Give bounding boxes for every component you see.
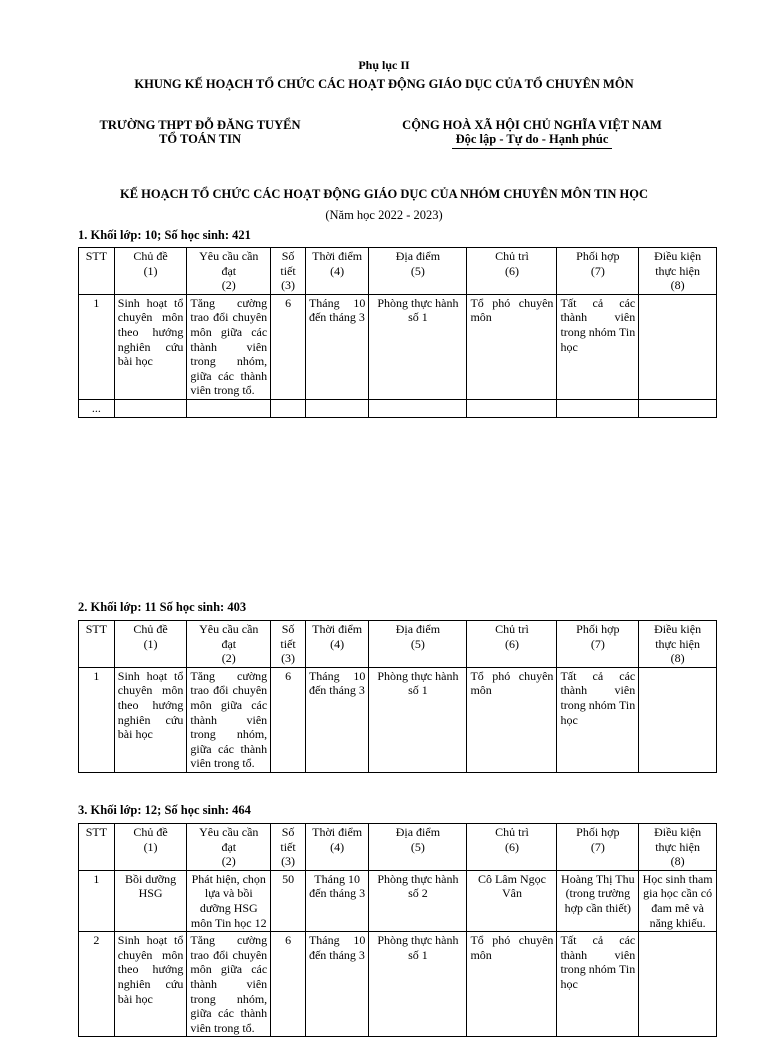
column-header-line: Thời điểm — [312, 249, 363, 263]
column-header-line: Địa điểm — [395, 825, 441, 839]
cell-requirement: Phát hiện, chọn lựa và bồi dưỡng HSG môn Tin học 12 — [187, 870, 271, 931]
cell-stt: 2 — [79, 932, 115, 1037]
table-row — [79, 870, 717, 931]
column-header-line: Phối hợp — [576, 249, 620, 263]
school-name: TRƯỜNG THPT ĐỖ ĐĂNG TUYỂN — [99, 118, 301, 132]
column-header-line: Chủ trì — [495, 249, 529, 263]
plan-table — [78, 247, 717, 418]
cell-requirement — [187, 399, 271, 417]
national-motto: Độc lập - Tự do - Hạnh phúc — [452, 132, 613, 149]
cell-requirement: Tăng cường trao đổi chuyên môn giữa các thành viên trong nhóm, giữa các thành viên trong tổ. — [187, 932, 271, 1037]
cell-stt: 1 — [79, 870, 115, 931]
cell-location — [369, 399, 467, 417]
column-header-line: Số — [281, 249, 295, 263]
column-header-time — [305, 621, 368, 668]
cell-location: Phòng thực hành số 2 — [369, 870, 467, 931]
column-header-line: Chủ đề — [133, 622, 168, 636]
column-header-time — [305, 824, 368, 871]
column-header-periods — [271, 824, 306, 871]
column-header-line: Phối hợp — [576, 622, 620, 636]
column-header-line: (2) — [221, 278, 236, 293]
column-header-line: (8) — [670, 278, 685, 293]
cell-topic: Bồi dưỡng HSG — [114, 870, 187, 931]
column-header-topic — [114, 621, 187, 668]
column-header-line: Phối hợp — [576, 825, 620, 839]
column-header-line: (6) — [504, 839, 519, 854]
column-header-line: thực hiện — [655, 263, 701, 278]
cell-time: Tháng 10 đến tháng 3 — [305, 294, 368, 399]
framework-title: KHUNG KẾ HOẠCH TỔ CHỨC CÁC HOẠT ĐỘNG GIÁO DỤC CỦA TỔ CHUYÊN MÔN — [134, 77, 634, 91]
table-header-row — [79, 621, 717, 668]
table-header-row — [79, 248, 717, 295]
column-header-line: Điều kiện — [654, 825, 702, 839]
section-heading: 2. Khối lớp: 11 Số học sinh: 403 — [78, 600, 247, 614]
cell-periods: 6 — [271, 932, 306, 1037]
cell-location: Phòng thực hành số 1 — [369, 932, 467, 1037]
column-header-line: (1) — [143, 263, 158, 278]
column-header-line: Điều kiện — [654, 622, 702, 636]
column-header-line: đạt — [221, 839, 237, 854]
column-header-topic — [114, 824, 187, 871]
cell-location: Phòng thực hành số 1 — [369, 667, 467, 772]
cell-coordination: Tất cả các thành viên trong nhóm Tin học — [557, 667, 639, 772]
column-header-line: (6) — [504, 636, 519, 651]
cell-conditions — [639, 932, 717, 1037]
column-header-location — [369, 824, 467, 871]
cell-coordination: Tất cả các thành viên trong nhóm Tin học — [557, 294, 639, 399]
column-header-line: Địa điểm — [395, 622, 441, 636]
column-header-topic — [114, 248, 187, 295]
column-header-line: Chủ trì — [495, 622, 529, 636]
column-header-line: (3) — [281, 854, 296, 869]
column-header-line: (4) — [330, 263, 345, 278]
section-heading: 3. Khối lớp: 12; Số học sinh: 464 — [78, 803, 251, 817]
column-header-line: tiết — [280, 263, 296, 278]
column-header-line: Yêu cầu cần — [199, 622, 259, 636]
column-header-conditions — [639, 621, 717, 668]
column-header-line: (7) — [590, 263, 605, 278]
cell-requirement: Tăng cường trao đổi chuyên môn giữa các thành viên trong nhóm, giữa các thành viên trong tổ. — [187, 294, 271, 399]
column-header-line: Số — [281, 622, 295, 636]
column-header-requirement — [187, 248, 271, 295]
document-title: KẾ HOẠCH TỔ CHỨC CÁC HOẠT ĐỘNG GIÁO DỤC CỦA NHÓM CHUYÊN MÔN TIN HỌC — [119, 187, 649, 201]
column-header-line: Yêu cầu cần — [199, 825, 259, 839]
cell-conditions — [639, 667, 717, 772]
column-header-line: tiết — [280, 839, 296, 854]
column-header-lead — [467, 248, 557, 295]
table-row — [79, 399, 717, 417]
column-header-line: Điều kiện — [654, 249, 702, 263]
column-header-line: (6) — [504, 263, 519, 278]
column-header-line: Chủ đề — [133, 825, 168, 839]
cell-periods: 6 — [271, 667, 306, 772]
column-header-line: (2) — [221, 854, 236, 869]
column-header-line: STT — [85, 825, 108, 839]
column-header-line: Thời điểm — [312, 825, 363, 839]
column-header-line: (5) — [410, 636, 425, 651]
column-header-time — [305, 248, 368, 295]
column-header-line: thực hiện — [655, 636, 701, 651]
motto-wrap — [382, 132, 682, 147]
cell-stt: 1 — [79, 294, 115, 399]
column-header-line: (4) — [330, 839, 345, 854]
cell-topic: Sinh hoạt tổ chuyên môn theo hướng nghiên cứu bài học — [114, 294, 187, 399]
republic-name: CỘNG HOÀ XÃ HỘI CHỦ NGHĨA VIỆT NAM — [402, 118, 662, 132]
column-header-location — [369, 621, 467, 668]
plan-table — [78, 823, 717, 1037]
school-year: (Năm học 2022 - 2023) — [325, 208, 443, 222]
cell-stt: ... — [79, 399, 115, 417]
column-header-line: (8) — [670, 854, 685, 869]
table-row — [79, 294, 717, 399]
column-header-line: STT — [85, 249, 108, 263]
column-header-location — [369, 248, 467, 295]
cell-time — [305, 399, 368, 417]
cell-lead: Tổ phó chuyên môn — [467, 294, 557, 399]
cell-conditions: Học sinh tham gia học cần có đam mê và năng khiếu. — [639, 870, 717, 931]
cell-lead: Tổ phó chuyên môn — [467, 932, 557, 1037]
cell-coordination — [557, 399, 639, 417]
column-header-line: thực hiện — [655, 839, 701, 854]
column-header-coordination — [557, 621, 639, 668]
cell-topic — [114, 399, 187, 417]
column-header-requirement — [187, 824, 271, 871]
column-header-conditions — [639, 248, 717, 295]
column-header-line: (8) — [670, 651, 685, 666]
cell-conditions — [639, 399, 717, 417]
column-header-line: (7) — [590, 839, 605, 854]
cell-requirement: Tăng cường trao đổi chuyên môn giữa các thành viên trong nhóm, giữa các thành viên trong tổ. — [187, 667, 271, 772]
column-header-line: (2) — [221, 651, 236, 666]
column-header-stt — [79, 824, 115, 871]
column-header-line: STT — [85, 622, 108, 636]
column-header-coordination — [557, 248, 639, 295]
column-header-requirement — [187, 621, 271, 668]
column-header-line: tiết — [280, 636, 296, 651]
column-header-line: (3) — [281, 651, 296, 666]
table-row — [79, 667, 717, 772]
column-header-line: Số — [281, 825, 295, 839]
cell-time: Tháng 10 đến tháng 3 — [305, 932, 368, 1037]
cell-coordination: Tất cả các thành viên trong nhóm Tin học — [557, 932, 639, 1037]
column-header-line: (5) — [410, 263, 425, 278]
column-header-line: (1) — [143, 636, 158, 651]
column-header-line: (7) — [590, 636, 605, 651]
cell-lead: Tổ phó chuyên môn — [467, 667, 557, 772]
column-header-lead — [467, 824, 557, 871]
cell-topic: Sinh hoạt tổ chuyên môn theo hướng nghiên cứu bài học — [114, 667, 187, 772]
cell-periods — [271, 399, 306, 417]
column-header-line: (3) — [281, 278, 296, 293]
column-header-line: Chủ trì — [495, 825, 529, 839]
column-header-stt — [79, 621, 115, 668]
cell-conditions — [639, 294, 717, 399]
cell-time: Tháng 10 đến tháng 3 — [305, 667, 368, 772]
column-header-stt — [79, 248, 115, 295]
table-row — [79, 932, 717, 1037]
cell-periods: 50 — [271, 870, 306, 931]
cell-periods: 6 — [271, 294, 306, 399]
column-header-line: Địa điểm — [395, 249, 441, 263]
department-name: TỔ TOÁN TIN — [159, 132, 241, 146]
cell-time: Tháng 10 đến tháng 3 — [305, 870, 368, 931]
column-header-line: đạt — [221, 263, 237, 278]
column-header-line: Thời điểm — [312, 622, 363, 636]
column-header-periods — [271, 248, 306, 295]
column-header-line: (5) — [410, 839, 425, 854]
cell-stt: 1 — [79, 667, 115, 772]
column-header-line: Yêu cầu cần — [199, 249, 259, 263]
column-header-coordination — [557, 824, 639, 871]
column-header-line: đạt — [221, 636, 237, 651]
cell-topic: Sinh hoạt tổ chuyên môn theo hướng nghiên cứu bài học — [114, 932, 187, 1037]
cell-lead — [467, 399, 557, 417]
column-header-lead — [467, 621, 557, 668]
cell-lead: Cô Lâm Ngọc Vân — [467, 870, 557, 931]
appendix-label: Phụ lục II — [358, 58, 410, 72]
plan-table — [78, 620, 717, 773]
section-heading: 1. Khối lớp: 10; Số học sinh: 421 — [78, 228, 251, 242]
column-header-conditions — [639, 824, 717, 871]
cell-location: Phòng thực hành số 1 — [369, 294, 467, 399]
column-header-line: (1) — [143, 839, 158, 854]
column-header-line: Chủ đề — [133, 249, 168, 263]
column-header-periods — [271, 621, 306, 668]
table-header-row — [79, 824, 717, 871]
column-header-line: (4) — [330, 636, 345, 651]
cell-coordination: Hoàng Thị Thu (trong trường hợp cần thiết) — [557, 870, 639, 931]
